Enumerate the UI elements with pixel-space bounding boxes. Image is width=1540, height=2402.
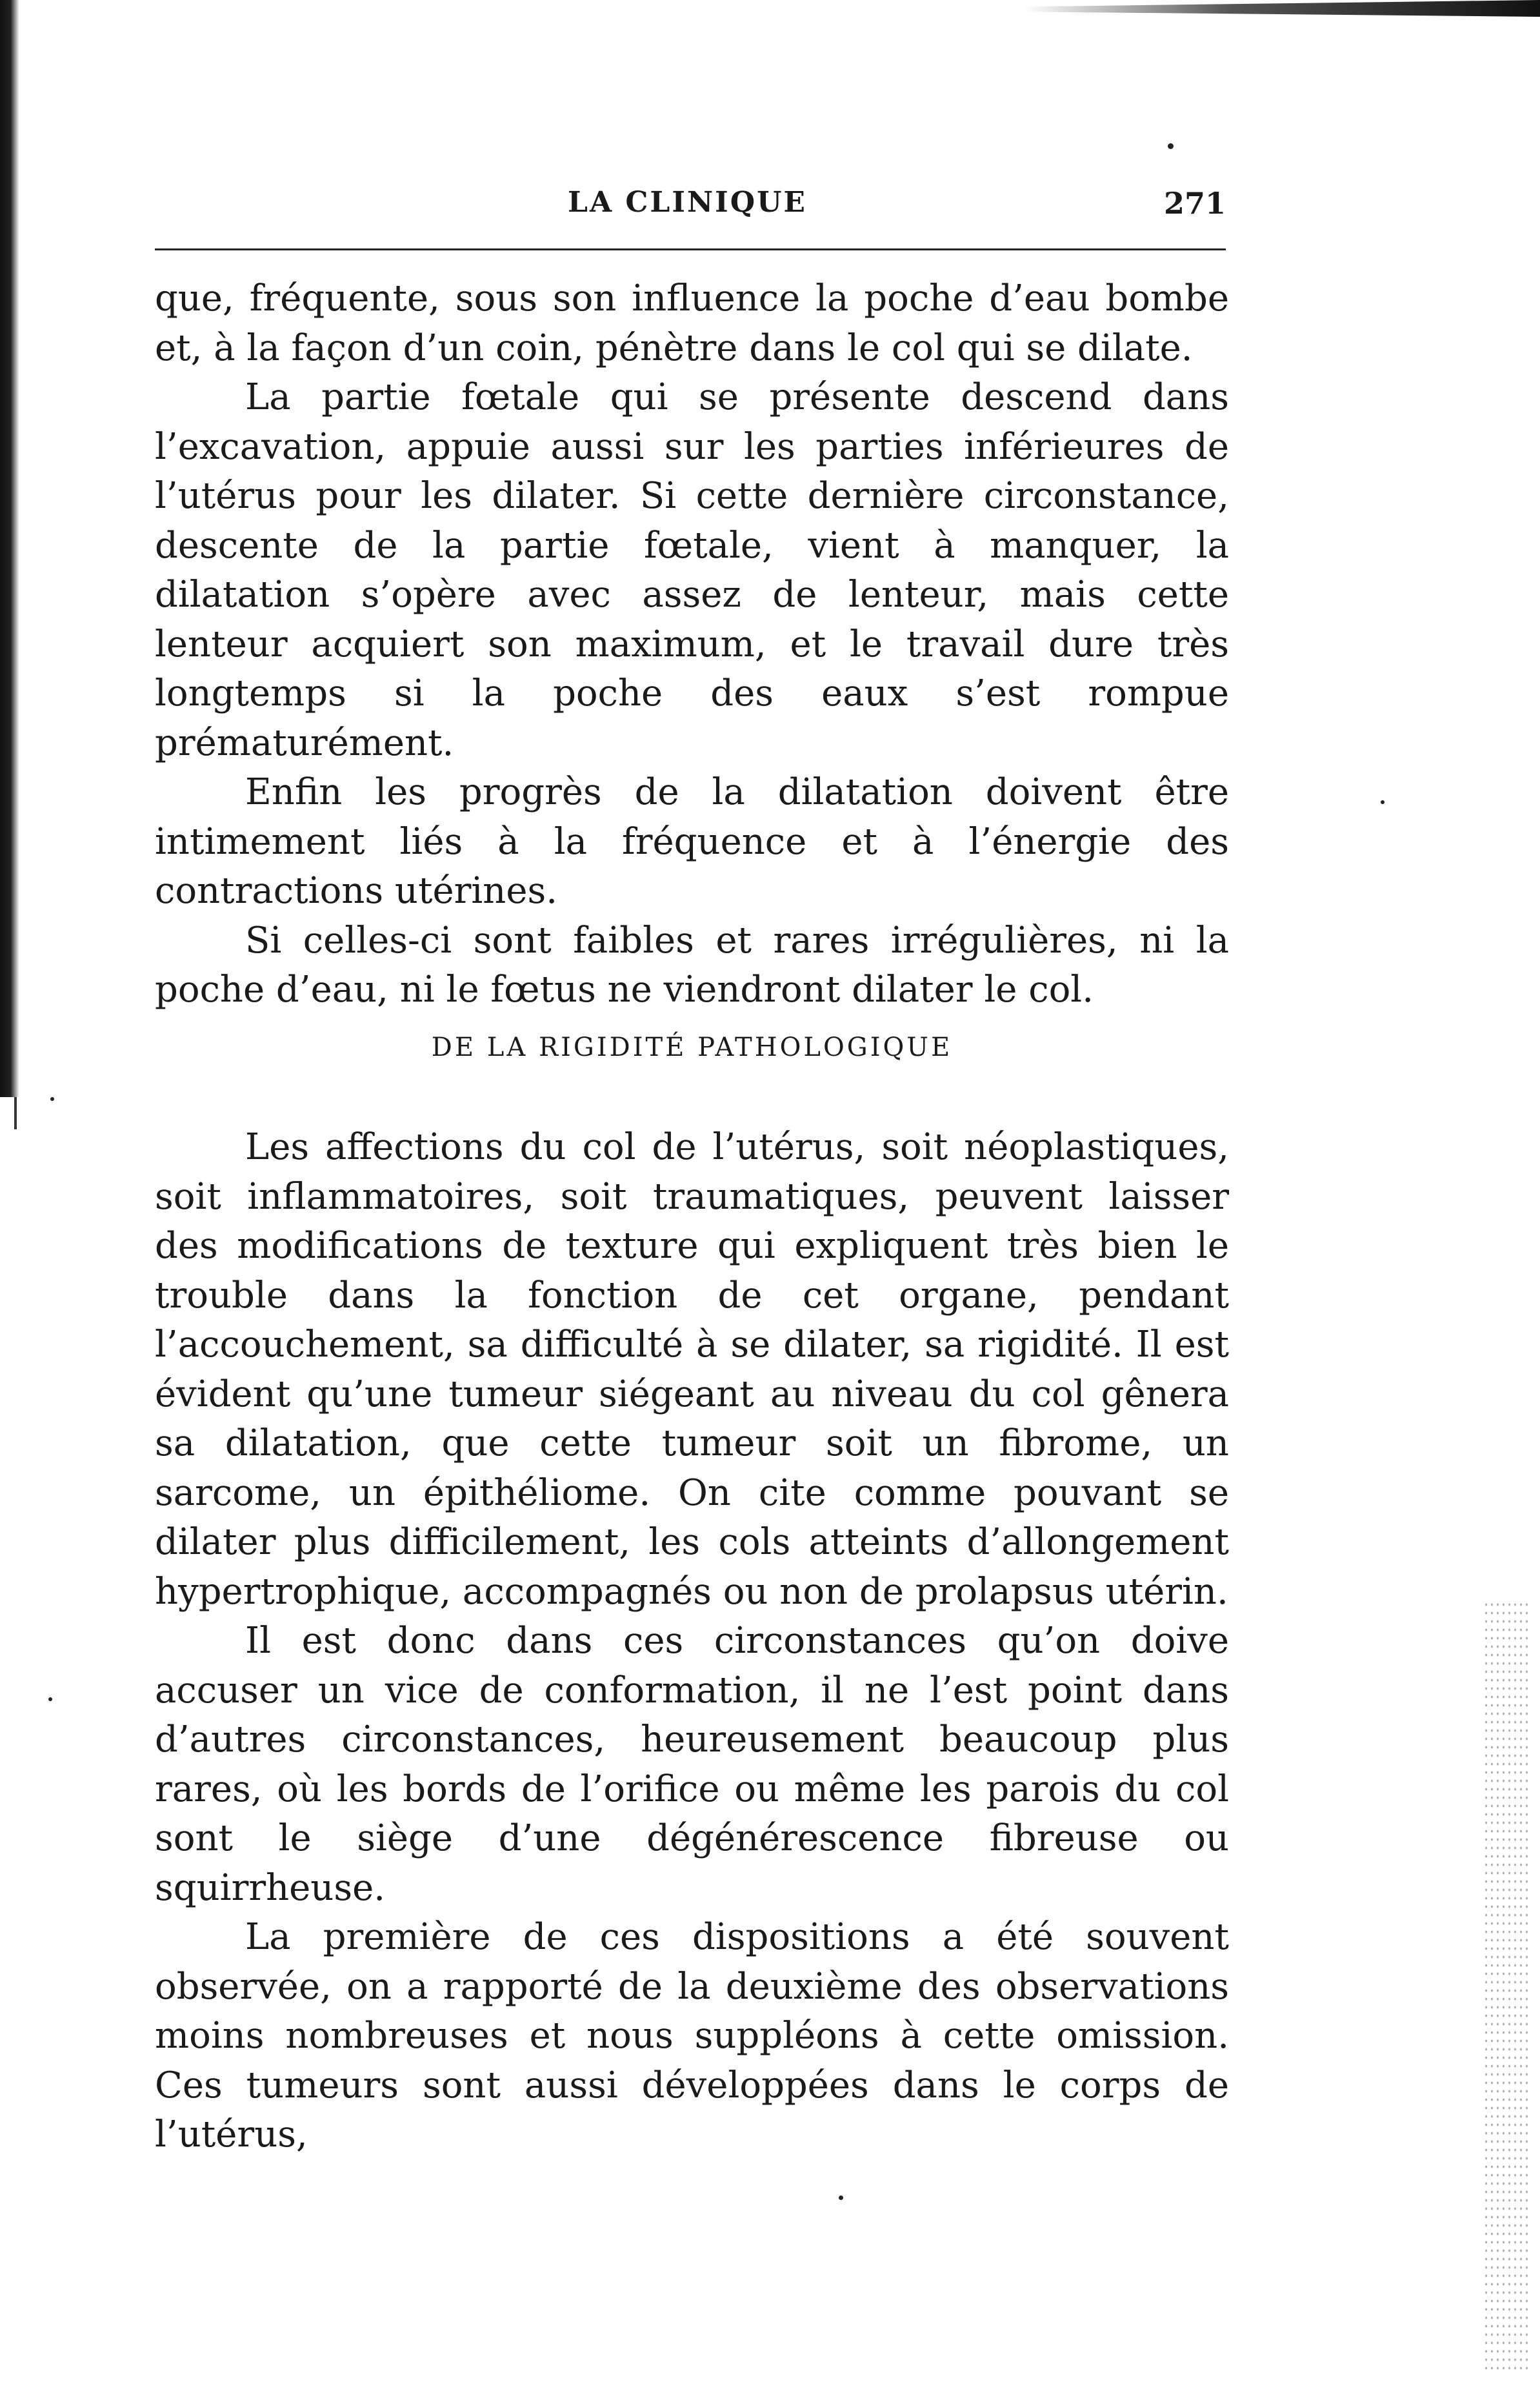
text-block-top [155,274,1229,1015]
paragraph: Si celles-ci sont faibles et rares irrégulières, ni la poche d’eau, ni le fœtus ne viendront dilater le col. [155,919,1229,1011]
paragraph: La première de ces dispositions a été souvent observée, on a rapporté de la deuxième des observations moins nombreuses et nous suppléons à cette omission. Ces tumeurs sont aussi développées dans le corps de l’utérus, [155,1916,1229,2155]
binding-mark [14,1097,17,1129]
scan-dot [48,1697,52,1701]
running-title: LA CLINIQUE [568,186,807,219]
header-rule [155,248,1226,250]
paragraph: La partie fœtale qui se présente descend dans l’excavation, appuie aussi sur les parties inférieures de l’utérus pour les dilater. Si cette dernière circonstance, descente de la partie fœtale, vient à manquer, la dilatation s’opère avec assez de lenteur, mais cette lenteur acquiert son maximum, et le travail dure très longtemps si la poche des eaux s’est rompue prématurément. [155,376,1229,764]
scan-dot [1381,800,1385,804]
paragraph: Enfin les progrès de la dilatation doivent être intimement liés à la fréquence et à l’énergie des contractions utérines. [155,771,1229,912]
scan-dot [50,1097,54,1101]
binding-shadow [0,0,19,1097]
scan-speckle [1483,1600,1528,2375]
page-number: 271 [1163,186,1226,221]
paragraph: Les affections du col de l’utérus, soit néoplastiques, soit inflammatoires, soit traumatiques, peuvent laisser des modifications de texture qui expliquent très bien le trouble dans la fonction de cet organe, pendant l’accouchement, sa difficulté à se dilater, sa rigidité. Il est évident qu’une tumeur siégeant au niveau du col gênera sa dilatation, que cette tumeur soit un fibrome, un sarcome, un épithéliome. On cite comme pouvant se dilater plus difficilement, les cols atteints d’allongement hypertrophique, accompagnés ou non de prolapsus utérin. [155,1126,1229,1613]
running-head [155,186,1226,231]
text-block-bottom [155,1123,1229,2160]
scan-dot [839,2195,843,2200]
paragraph: que, fréquente, sous son influence la poche d’eau bombe et, à la façon d’un coin, pénètre dans le col qui se dilate. [155,278,1229,369]
section-title: DE LA RIGIDITÉ PATHOLOGIQUE [431,1033,953,1062]
scan-dot [1168,143,1174,149]
scan-smudge [1024,0,1540,17]
paragraph: Il est donc dans ces circonstances qu’on doive accuser un vice de conformation, il ne l’est point dans d’autres circonstances, heureusement beaucoup plus rares, où les bords de l’orifice ou même les parois du col sont le siège d’une dégénérescence fibreuse ou squirrheuse. [155,1620,1229,1909]
